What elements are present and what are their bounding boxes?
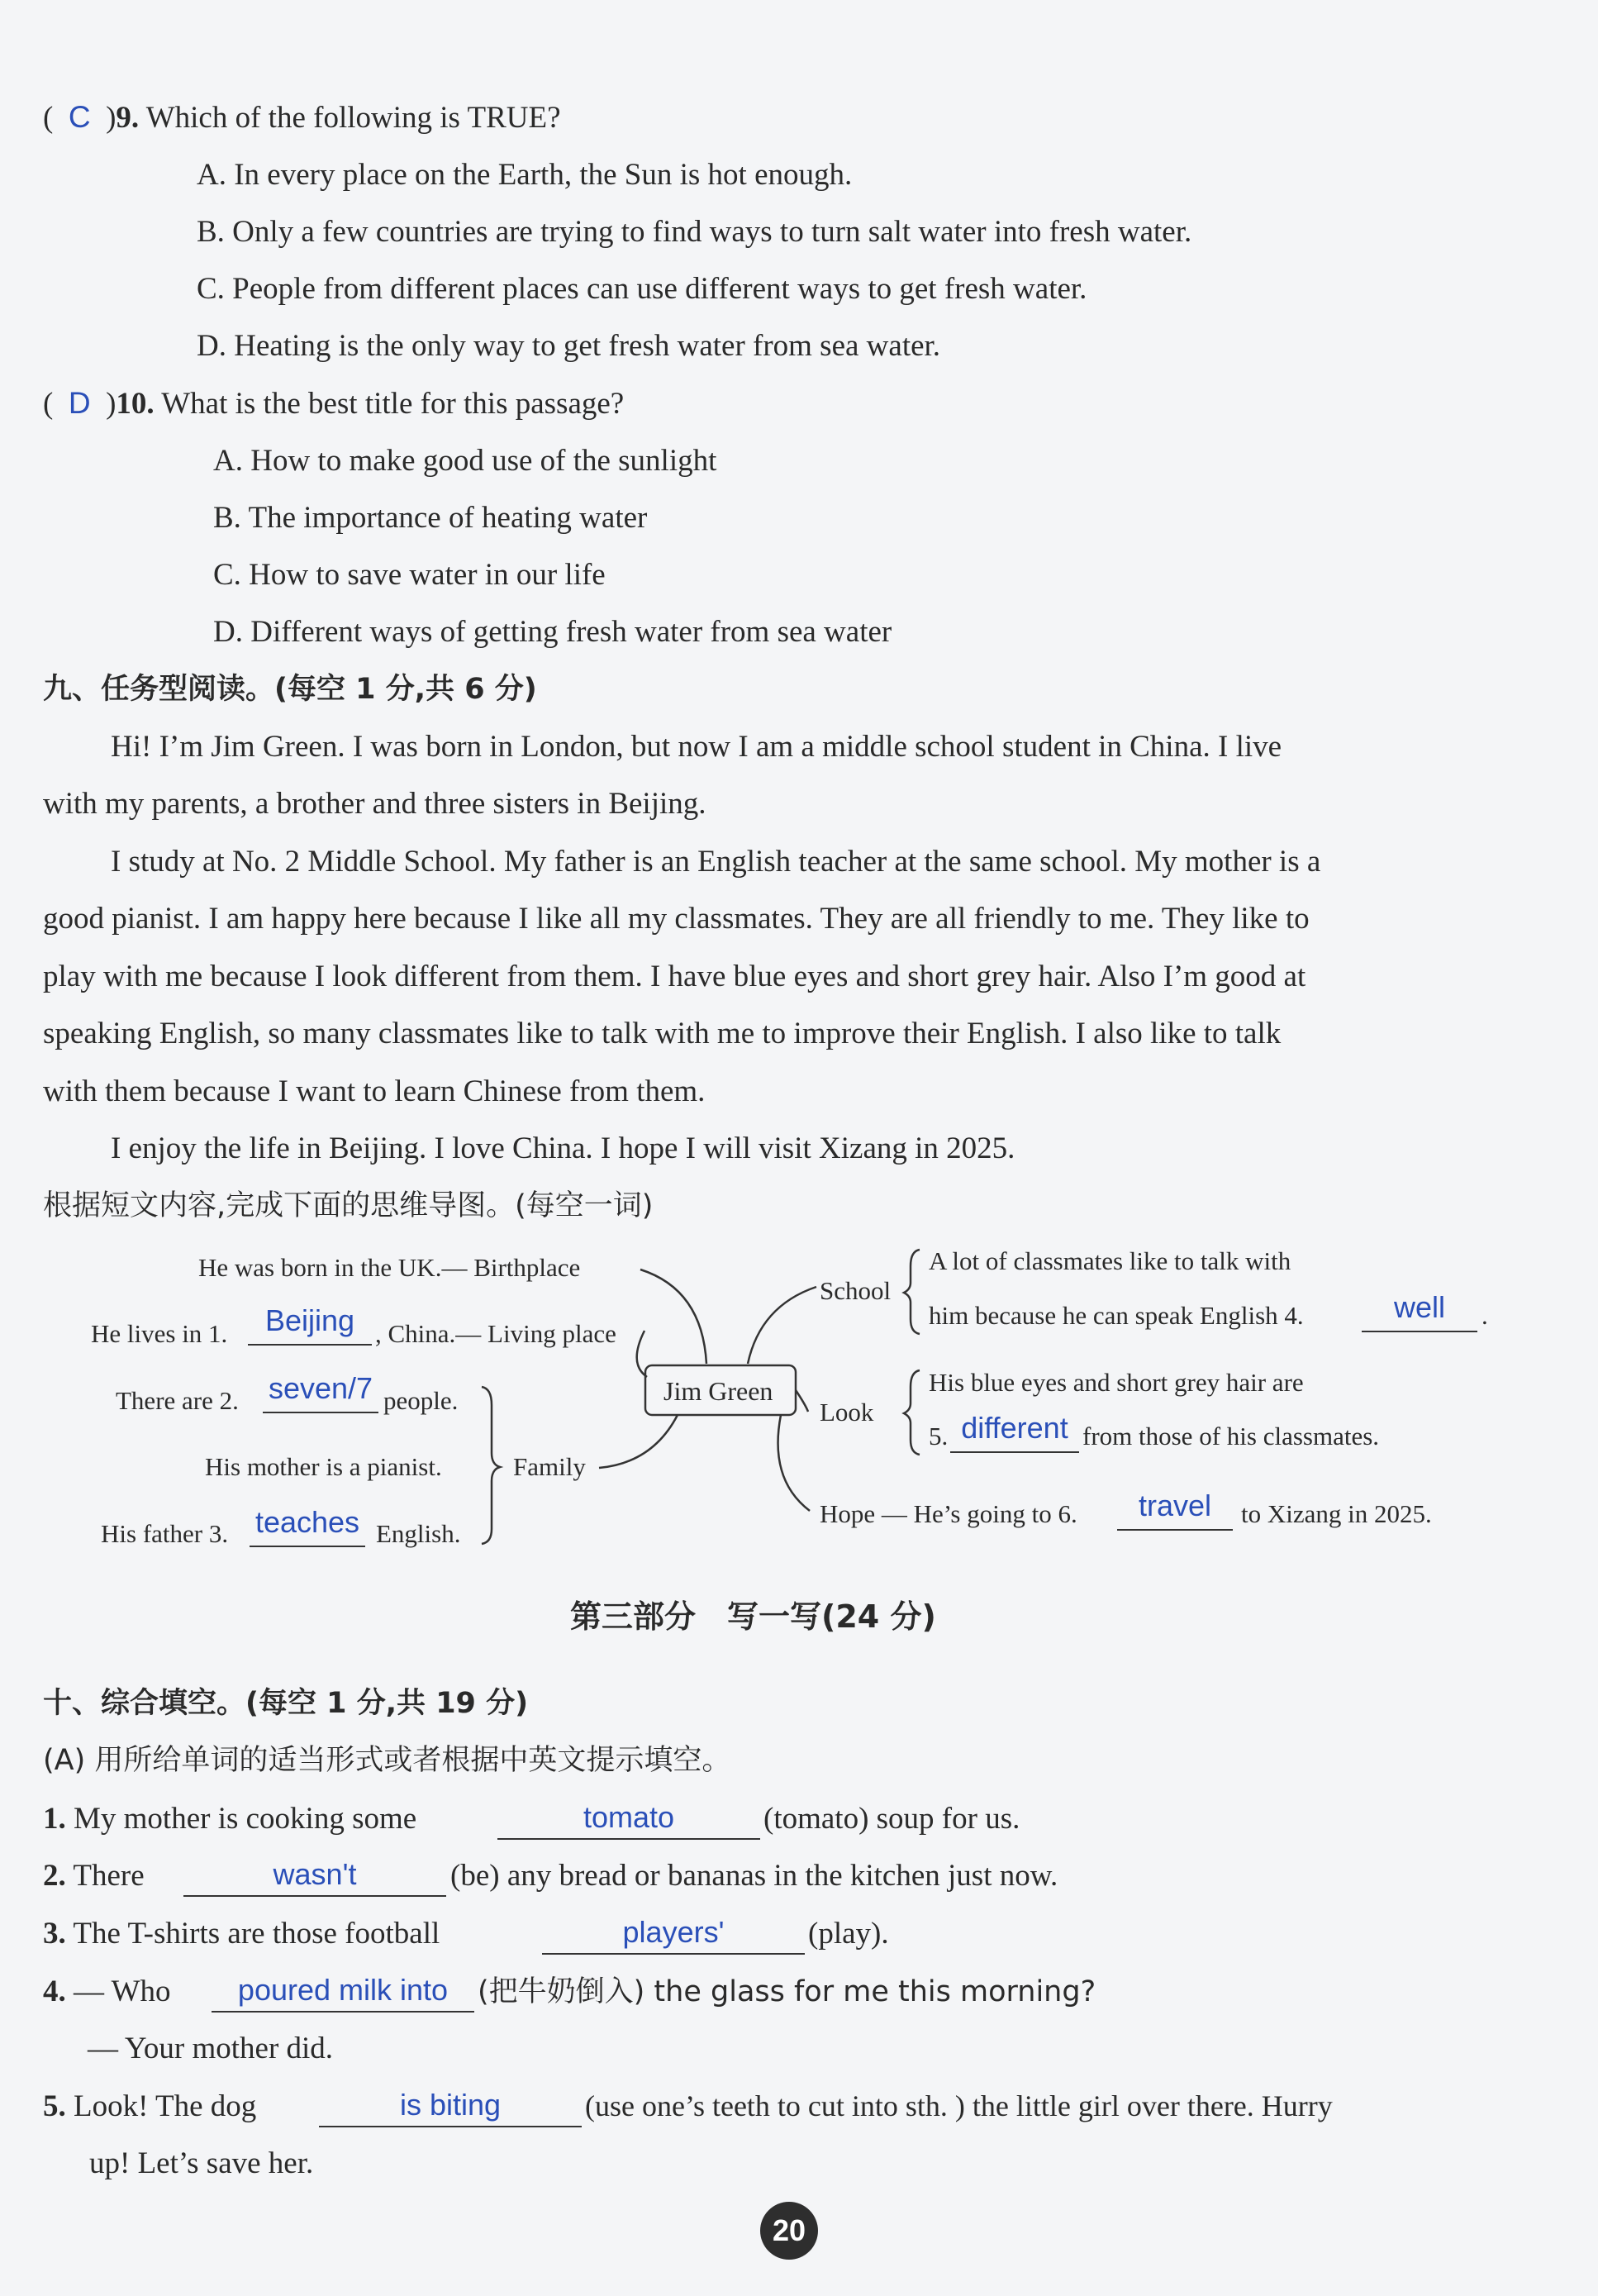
q10-option-a: A. How to make good use of the sunlight [213,444,717,478]
mindmap-center-label: Jim Green [663,1376,773,1406]
page-number: 20 [760,2202,818,2260]
fill-blank-3 [542,1912,805,1955]
mindmap-hope-post: to Xizang in 2025. [1241,1499,1432,1528]
fill-item-5-cont: up! Let’s save her. [89,2146,314,2180]
mindmap-mother: His mother is a pianist. [205,1452,442,1481]
q9-question: ( C )9. Which of the following is TRUE? [43,100,561,135]
fill-item-4-reply: — Your mother did. [88,2032,334,2065]
q9-option-d: D. Heating is the only way to get fresh water from sea water. [197,329,941,363]
item-pre: — Who [74,1974,171,2008]
fill-answer-2: wasn't [273,1857,357,1891]
passage-line: Hi! I’m Jim Green. I was born in London, but now I am a middle school student in China. I live [111,730,1282,764]
mindmap-family-pre: There are 2. [116,1386,239,1415]
q10-text: What is the best title for this passage? [161,387,625,421]
fill-answer-3: players' [622,1915,725,1949]
q9-number: 9. [116,101,140,135]
school-brace [904,1250,920,1334]
q10-option-d: D. Different ways of getting fresh water from sea water [213,615,892,649]
passage-line: speaking English, so many classmates like to talk with me to improve their English. I also like to talk [43,1017,1282,1050]
mindmap-living-post: , China.— Living place [375,1319,616,1348]
mindmap-instruction: 根据短文内容,完成下面的思维导图。(每空一词) [43,1189,654,1222]
fill-item-5-post: (use one’s teeth to cut into sth. ) the little girl over there. Hurry [585,2089,1333,2122]
q9-answer: C [68,100,91,134]
fill-answer-5: is biting [399,2088,502,2122]
branch-look [796,1390,808,1412]
q10-option-c: C. How to save water in our life [213,558,606,592]
passage-line: with them because I want to learn Chinese from them. [43,1074,706,1108]
q9-option-a: A. In every place on the Earth, the Sun is hot enough. [197,158,853,192]
section9-title: 九、任务型阅读。(每空 1 分,共 6 分) [43,673,537,706]
mindmap-living-pre: He lives in 1. [91,1319,228,1348]
fill-blank-1 [497,1797,760,1840]
branch-birthplace [640,1269,706,1364]
mindmap-family-post: people. [383,1386,459,1415]
passage-line: play with me because I look different from them. I have blue eyes and short grey hair. Also I’m good at [43,960,1306,993]
item-number: 5. [43,2089,66,2123]
mindmap-hope-pre: Hope — He’s going to 6. [820,1499,1077,1528]
section10-sub-a: (A) 用所给单词的适当形式或者根据中英文提示填空。 [43,1744,731,1777]
mindmap-father-post: English. [376,1519,461,1548]
fill-item-1 [43,1801,416,1837]
passage-line: with my parents, a brother and three sisters in Beijing. [43,787,706,821]
item-pre: My mother is cooking some [74,1802,417,1836]
q9-option-c: C. People from different places can use different ways to get fresh water. [197,272,1087,306]
fill-item-4-post [478,1974,1096,2010]
item-number: 4. [43,1974,66,2008]
section10-title: 十、综合填空。(每空 1 分,共 19 分) [43,1687,529,1720]
answer-5: different [961,1411,1068,1445]
mindmap-father-pre: His father 3. [101,1519,229,1548]
fill-item-3-post: (play). [808,1917,889,1951]
passage-line: I study at No. 2 Middle School. My father is an English teacher at the same school. My mother is a [111,845,1321,879]
mindmap-school-period: . [1481,1301,1488,1330]
item-number: 1. [43,1802,66,1836]
family-brace [482,1387,500,1544]
mindmap-look-post: from those of his classmates. [1082,1422,1380,1450]
item-pre: Look! The dog [74,2089,257,2123]
mindmap-family-label: Family [513,1452,586,1481]
passage-line: I enjoy the life in Beijing. I love China. I hope I will visit Xizang in 2025. [111,1131,1015,1165]
fill-item-4 [43,1974,171,2010]
q10-option-b: B. The importance of heating water [213,501,648,535]
mindmap-birthplace: He was born in the UK.— Birthplace [198,1253,581,1282]
fill-answer-1: tomato [583,1800,675,1834]
q9-option-b: B. Only a few countries are trying to find ways to turn salt water into fresh water. [197,215,1192,249]
look-brace [904,1370,920,1455]
item-pre: The T-shirts are those football [73,1917,440,1951]
item-post: (把牛奶倒入) the glass for me this morning? [478,1975,1096,2008]
fill-item-5 [43,2089,256,2125]
answer-4: well [1393,1290,1445,1324]
fill-blank-2 [183,1854,446,1897]
mindmap-school-line1: A lot of classmates like to talk with [929,1246,1291,1275]
branch-hope [778,1415,810,1511]
q10-question: ( D )10. What is the best title for this passage? [43,386,625,421]
q10-answer: D [68,386,91,420]
fill-item-2-post: (be) any bread or bananas in the kitchen just now. [450,1859,1058,1893]
fill-item-3 [43,1916,440,1952]
mindmap-look-label: Look [820,1398,874,1427]
passage-line: good pianist. I am happy here because I like all my classmates. They are all friendly to me. They like to [43,902,1310,936]
mindmap-look-pre: 5. [929,1422,949,1450]
answer-1: Beijing [264,1303,355,1337]
item-pre: There [73,1859,145,1893]
fill-item-2 [43,1858,145,1894]
q9-text: Which of the following is TRUE? [145,101,561,135]
fill-blank-5 [319,2084,582,2127]
part3-title: 第三部分 写一写(24 分) [570,1598,936,1635]
answer-6: travel [1138,1489,1212,1522]
q10-number: 10. [116,387,155,421]
mindmap-school-label: School [820,1276,892,1305]
fill-answer-4: poured milk into [237,1973,449,2007]
item-number: 2. [43,1859,66,1893]
fill-blank-4 [212,1970,474,2013]
branch-school [748,1287,816,1364]
item-number: 3. [43,1917,66,1951]
answer-3: teaches [254,1505,360,1539]
branch-family [599,1415,678,1468]
mindmap-look-line1: His blue eyes and short grey hair are [929,1368,1304,1397]
mindmap-school-line2: him because he can speak English 4. [929,1301,1304,1330]
answer-2: seven/7 [268,1371,373,1405]
fill-item-1-post: (tomato) soup for us. [763,1802,1020,1836]
